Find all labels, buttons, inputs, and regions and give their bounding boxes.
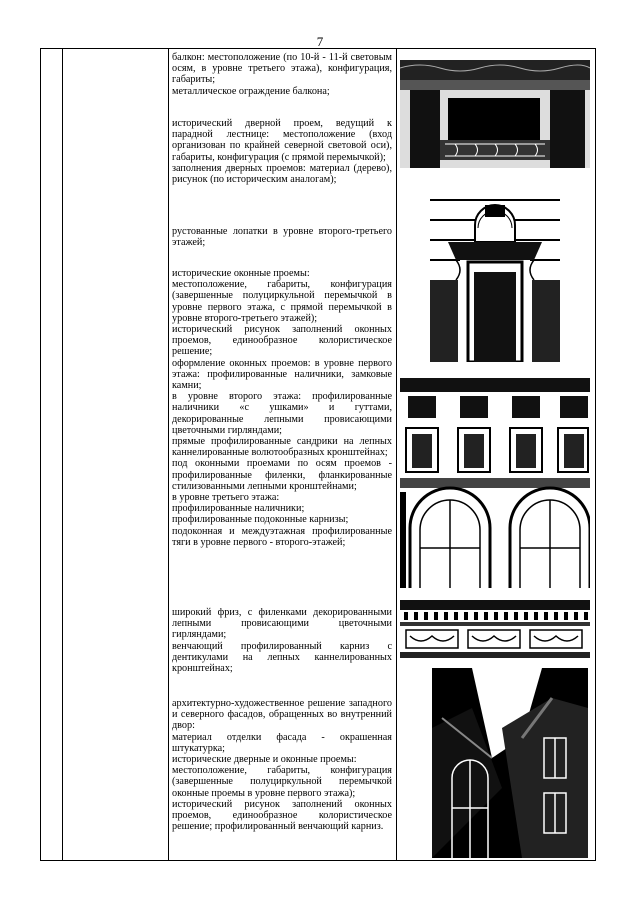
paragraph: исторический рисунок заполнений оконных проемов, единообразное колористическое решение; bbox=[172, 324, 392, 358]
paragraph: архитектурно-художественное решение западного и северного фасадов, обращенных во внутренний двор: bbox=[172, 698, 392, 732]
paragraph: рустованные лопатки в уровне второго-третьего этажей; bbox=[172, 226, 392, 249]
paragraph: балкон: местоположение (по 10-й - 11-й световым осям, в уровне третьего этажа), конфигурация, габариты; bbox=[172, 52, 392, 86]
paragraph: профилированные подоконные карнизы; bbox=[172, 514, 349, 526]
paragraph: оформление оконных проемов: в уровне первого этажа: профилированные наличники, замковые камни; bbox=[172, 357, 392, 392]
paragraph: местоположение, габариты, конфигурация (завершенные полуциркульной перемычкой в уровне первого этажа, с прямой перемычкой в уровне второго-третьего этажей); bbox=[172, 279, 392, 324]
column-divider bbox=[396, 48, 397, 861]
column-divider bbox=[168, 48, 169, 861]
paragraph: исторические дверные и оконные проемы: bbox=[172, 754, 357, 766]
text-block-balcony bbox=[172, 52, 392, 97]
paragraph: под оконными проемами по осям проемов - профилированные филенки, фланкированные стилизованными лепными кронштейнами; bbox=[172, 458, 392, 492]
balcony-photo bbox=[400, 60, 590, 168]
paragraph: в уровне второго этажа: профилированные наличники «с ушками» и гуттами, декорированные лепными провисающими цветочными гирляндами; bbox=[172, 391, 392, 436]
frieze-cornice-photo bbox=[400, 600, 590, 658]
text-block-windows bbox=[172, 268, 392, 548]
courtyard-photo bbox=[432, 668, 588, 858]
paragraph: исторический рисунок заполнений оконных проемов, единообразное колористическое решение; профилированный венчающий карниз. bbox=[172, 798, 392, 833]
column-divider bbox=[62, 48, 63, 861]
page-number: 7 bbox=[316, 34, 324, 49]
entrance-door-photo bbox=[430, 180, 560, 362]
paragraph: исторические оконные проемы: bbox=[172, 268, 310, 279]
text-block-frieze bbox=[172, 607, 392, 674]
windows-facade-photo bbox=[400, 378, 590, 588]
paragraph: в уровне третьего этажа: bbox=[172, 492, 280, 504]
paragraph: широкий фриз, с филенками декорированными лепными провисающими цветочными гирляндами; bbox=[172, 607, 392, 641]
text-block-door bbox=[172, 118, 392, 185]
text-block-courtyard bbox=[172, 698, 392, 832]
paragraph: заполнения дверных проемов: материал (дерево), рисунок (по историческим аналогам); bbox=[172, 162, 392, 186]
paragraph: прямые профилированные сандрики на лепных каннелированные волютообразных кронштейнах; bbox=[172, 436, 392, 459]
paragraph: подоконная и междуэтажная профилированные тяги в уровне первого - второго-этажей; bbox=[172, 525, 392, 548]
paragraph: материал отделки фасада - окрашенная штукатурка; bbox=[172, 731, 392, 754]
text-block-pilasters bbox=[172, 226, 392, 248]
paragraph: профилированные наличники; bbox=[172, 503, 305, 515]
paragraph: венчающий профилированный карниз с дентикулами на лепных каннелированных кронштейнах; bbox=[172, 640, 392, 675]
paragraph: металлическое ограждение балкона; bbox=[172, 85, 330, 97]
paragraph: исторический дверной проем, ведущий к парадной лестнице: местоположение (вход организован по крайней северной световой оси), габариты, конфигурация (с прямой перемычкой); bbox=[172, 118, 392, 163]
paragraph: местоположение, габариты, конфигурация (завершенные полуциркульной перемычкой оконные проемы в уровне первого этажа); bbox=[172, 765, 392, 799]
